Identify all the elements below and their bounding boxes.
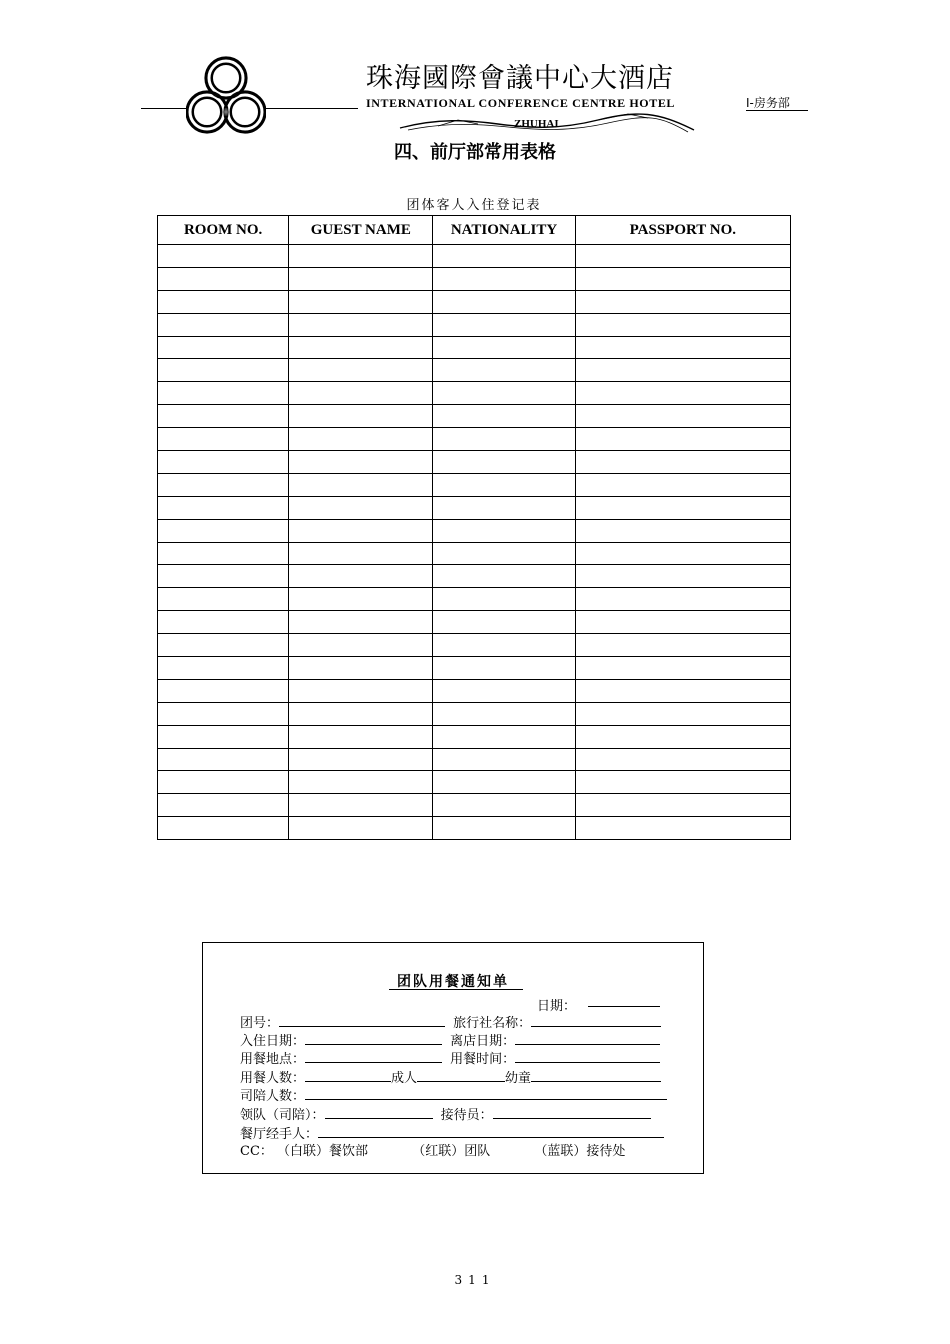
- passport-no-cell[interactable]: [575, 634, 790, 657]
- row-cc: [240, 1144, 625, 1160]
- nationality-cell[interactable]: [433, 245, 575, 268]
- passport-no-cell[interactable]: [575, 679, 790, 702]
- passport-no-cell[interactable]: [575, 359, 790, 382]
- table-row: [158, 771, 791, 794]
- room-no-cell[interactable]: [158, 336, 289, 359]
- header-passport-no: PASSPORT NO.: [575, 216, 790, 245]
- room-no-cell[interactable]: [158, 725, 289, 748]
- room-no-cell[interactable]: [158, 428, 289, 451]
- guest-name-cell[interactable]: [289, 657, 433, 680]
- passport-no-cell[interactable]: [575, 748, 790, 771]
- table-row: [158, 565, 791, 588]
- children-label: 幼童: [505, 1071, 532, 1086]
- room-no-cell[interactable]: [158, 817, 289, 840]
- guest-name-cell[interactable]: [289, 702, 433, 725]
- nationality-cell[interactable]: [433, 817, 575, 840]
- adults-input-line[interactable]: [417, 1069, 505, 1082]
- cc-red-copy: （红联）团队: [412, 1144, 491, 1159]
- table-row: [158, 267, 791, 290]
- guest-name-cell[interactable]: [289, 382, 433, 405]
- row-diners: [240, 1069, 661, 1087]
- escorts-input-line[interactable]: [305, 1087, 667, 1100]
- dining-time-input-line[interactable]: [515, 1050, 660, 1063]
- escorts-label: 司陪人数：: [240, 1089, 306, 1104]
- room-no-cell[interactable]: [158, 405, 289, 428]
- passport-no-cell[interactable]: [575, 657, 790, 680]
- nationality-cell[interactable]: [433, 588, 575, 611]
- passport-no-cell[interactable]: [575, 451, 790, 474]
- passport-no-cell[interactable]: [575, 336, 790, 359]
- guest-name-cell[interactable]: [289, 748, 433, 771]
- guest-name-cell[interactable]: [289, 496, 433, 519]
- guest-name-cell[interactable]: [289, 451, 433, 474]
- guest-name-cell[interactable]: [289, 794, 433, 817]
- passport-no-cell[interactable]: [575, 267, 790, 290]
- nationality-cell[interactable]: [433, 771, 575, 794]
- header-guest-name: GUEST NAME: [289, 216, 433, 245]
- nationality-cell[interactable]: [433, 542, 575, 565]
- passport-no-cell[interactable]: [575, 313, 790, 336]
- header-nationality: NATIONALITY: [433, 216, 575, 245]
- room-no-cell[interactable]: [158, 245, 289, 268]
- table-row: [158, 405, 791, 428]
- room-no-cell[interactable]: [158, 542, 289, 565]
- table-row: [158, 451, 791, 474]
- children-input-line[interactable]: [531, 1069, 661, 1082]
- section-title: 四、前厅部常用表格: [394, 142, 556, 163]
- passport-no-cell[interactable]: [575, 702, 790, 725]
- header-rule-left: [141, 108, 187, 109]
- guest-name-cell[interactable]: [289, 359, 433, 382]
- nationality-cell[interactable]: [433, 679, 575, 702]
- table-row: [158, 817, 791, 840]
- meal-notice-form: [202, 942, 704, 1174]
- header-rule-middle: [264, 108, 358, 109]
- passport-no-cell[interactable]: [575, 611, 790, 634]
- row-dining-place-time: [240, 1050, 660, 1068]
- diners-label: 用餐人数：: [240, 1071, 306, 1086]
- table-row: [158, 702, 791, 725]
- hotel-name-english: INTERNATIONAL CONFERENCE CENTRE HOTEL: [366, 96, 676, 110]
- receptionist-label: 接待员：: [440, 1108, 493, 1123]
- guest-name-cell[interactable]: [289, 679, 433, 702]
- passport-no-cell[interactable]: [575, 588, 790, 611]
- table-row: [158, 382, 791, 405]
- header-room-no: ROOM NO.: [158, 216, 289, 245]
- guest-name-cell[interactable]: [289, 611, 433, 634]
- guest-name-cell[interactable]: [289, 588, 433, 611]
- nationality-cell[interactable]: [433, 657, 575, 680]
- nationality-cell[interactable]: [433, 359, 575, 382]
- row-group-agency: [240, 1014, 661, 1032]
- manager-input-line[interactable]: [318, 1125, 664, 1138]
- guest-name-cell[interactable]: [289, 405, 433, 428]
- passport-no-cell[interactable]: [575, 725, 790, 748]
- guest-name-cell[interactable]: [289, 473, 433, 496]
- nationality-cell[interactable]: [433, 382, 575, 405]
- passport-no-cell[interactable]: [575, 794, 790, 817]
- passport-no-cell[interactable]: [575, 565, 790, 588]
- guest-name-cell[interactable]: [289, 336, 433, 359]
- room-no-cell[interactable]: [158, 771, 289, 794]
- room-no-cell[interactable]: [158, 519, 289, 542]
- nationality-cell[interactable]: [433, 405, 575, 428]
- room-no-cell[interactable]: [158, 496, 289, 519]
- nationality-cell[interactable]: [433, 290, 575, 313]
- group-no-input-line[interactable]: [279, 1014, 445, 1027]
- cc-white-copy: （白联）餐饮部: [277, 1144, 369, 1159]
- passport-no-cell[interactable]: [575, 405, 790, 428]
- page-number: 311: [454, 1273, 496, 1287]
- table-row: [158, 679, 791, 702]
- room-no-cell[interactable]: [158, 611, 289, 634]
- nationality-cell[interactable]: [433, 473, 575, 496]
- passport-no-cell[interactable]: [575, 428, 790, 451]
- guest-name-cell[interactable]: [289, 771, 433, 794]
- dining-place-input-line[interactable]: [305, 1050, 442, 1063]
- receptionist-input-line[interactable]: [493, 1106, 651, 1119]
- nationality-cell[interactable]: [433, 336, 575, 359]
- table-row: [158, 519, 791, 542]
- nationality-cell[interactable]: [433, 725, 575, 748]
- nationality-cell[interactable]: [433, 313, 575, 336]
- nationality-cell[interactable]: [433, 519, 575, 542]
- guest-name-cell[interactable]: [289, 519, 433, 542]
- nationality-cell[interactable]: [433, 451, 575, 474]
- checkout-label: 离店日期：: [450, 1034, 516, 1049]
- row-escorts: [240, 1087, 667, 1105]
- adults-label: 成人: [391, 1071, 418, 1086]
- table-row: [158, 634, 791, 657]
- nationality-cell[interactable]: [433, 748, 575, 771]
- table-row: [158, 725, 791, 748]
- nationality-cell[interactable]: [433, 565, 575, 588]
- guest-name-cell[interactable]: [289, 634, 433, 657]
- checkin-label: 入住日期：: [240, 1034, 306, 1049]
- passport-no-cell[interactable]: [575, 771, 790, 794]
- date-label: 日期：: [537, 999, 577, 1014]
- passport-no-cell[interactable]: [575, 473, 790, 496]
- table-row: [158, 245, 791, 268]
- hotel-logo-icon: [186, 56, 266, 140]
- registration-table-body: [158, 245, 791, 840]
- department-label: I-房务部: [746, 96, 790, 110]
- row-checkin-checkout: [240, 1032, 660, 1050]
- row-leader-receptionist: [240, 1106, 651, 1124]
- guest-name-cell[interactable]: [289, 428, 433, 451]
- passport-no-cell[interactable]: [575, 290, 790, 313]
- department-underline: [746, 110, 808, 111]
- manager-label: 餐厅经手人：: [240, 1127, 319, 1142]
- room-no-cell[interactable]: [158, 588, 289, 611]
- room-no-cell[interactable]: [158, 267, 289, 290]
- table-row: [158, 657, 791, 680]
- agency-input-line[interactable]: [531, 1014, 661, 1027]
- table-row: [158, 359, 791, 382]
- passport-no-cell[interactable]: [575, 542, 790, 565]
- guest-name-cell[interactable]: [289, 725, 433, 748]
- hotel-name-chinese: 珠海國際會議中心大酒店: [366, 63, 674, 94]
- passport-no-cell[interactable]: [575, 382, 790, 405]
- leader-label: 领队（司陪）：: [240, 1108, 325, 1123]
- table-row: [158, 496, 791, 519]
- guest-name-cell[interactable]: [289, 565, 433, 588]
- room-no-cell[interactable]: [158, 748, 289, 771]
- nationality-cell[interactable]: [433, 428, 575, 451]
- room-no-cell[interactable]: [158, 382, 289, 405]
- cc-blue-copy: （蓝联）接待处: [534, 1144, 626, 1159]
- agency-label: 旅行社名称：: [453, 1016, 532, 1031]
- passport-no-cell[interactable]: [575, 519, 790, 542]
- passport-no-cell[interactable]: [575, 496, 790, 519]
- nationality-cell[interactable]: [433, 634, 575, 657]
- room-no-cell[interactable]: [158, 634, 289, 657]
- nationality-cell[interactable]: [433, 702, 575, 725]
- nationality-cell[interactable]: [433, 267, 575, 290]
- group-no-label: 团号：: [240, 1016, 280, 1031]
- guest-name-cell[interactable]: [289, 245, 433, 268]
- registration-header-row: [158, 216, 791, 245]
- registration-table-title: 团体客人入住登记表: [406, 198, 542, 213]
- room-no-cell[interactable]: [158, 794, 289, 817]
- guest-name-cell[interactable]: [289, 542, 433, 565]
- room-no-cell[interactable]: [158, 313, 289, 336]
- table-row: [158, 336, 791, 359]
- passport-no-cell[interactable]: [575, 245, 790, 268]
- room-no-cell[interactable]: [158, 657, 289, 680]
- hotel-city: ZHUHAI: [514, 118, 559, 130]
- table-row: [158, 290, 791, 313]
- nationality-cell[interactable]: [433, 611, 575, 634]
- room-no-cell[interactable]: [158, 359, 289, 382]
- guest-name-cell[interactable]: [289, 817, 433, 840]
- date-field: [537, 995, 660, 1014]
- cc-label: CC：: [240, 1144, 273, 1159]
- table-row: [158, 748, 791, 771]
- table-row: [158, 611, 791, 634]
- dining-time-label: 用餐时间：: [450, 1052, 516, 1067]
- leader-input-line[interactable]: [325, 1106, 433, 1119]
- guest-name-cell[interactable]: [289, 267, 433, 290]
- table-row: [158, 542, 791, 565]
- table-row: [158, 588, 791, 611]
- nationality-cell[interactable]: [433, 496, 575, 519]
- date-input-line[interactable]: [588, 1006, 660, 1007]
- row-manager: [240, 1125, 664, 1143]
- table-row: [158, 428, 791, 451]
- table-row: [158, 794, 791, 817]
- room-no-cell[interactable]: [158, 565, 289, 588]
- dining-place-label: 用餐地点：: [240, 1052, 306, 1067]
- room-no-cell[interactable]: [158, 451, 289, 474]
- room-no-cell[interactable]: [158, 290, 289, 313]
- guest-name-cell[interactable]: [289, 313, 433, 336]
- passport-no-cell[interactable]: [575, 817, 790, 840]
- room-no-cell[interactable]: [158, 702, 289, 725]
- room-no-cell[interactable]: [158, 679, 289, 702]
- diners-input-line[interactable]: [305, 1069, 391, 1082]
- meal-notice-title: 团队用餐通知单: [397, 974, 509, 990]
- table-row: [158, 313, 791, 336]
- checkout-input-line[interactable]: [515, 1032, 660, 1045]
- checkin-input-line[interactable]: [305, 1032, 442, 1045]
- room-no-cell[interactable]: [158, 473, 289, 496]
- table-row: [158, 473, 791, 496]
- registration-table: [157, 215, 791, 840]
- nationality-cell[interactable]: [433, 794, 575, 817]
- guest-name-cell[interactable]: [289, 290, 433, 313]
- meal-notice-title-underline: [389, 989, 523, 990]
